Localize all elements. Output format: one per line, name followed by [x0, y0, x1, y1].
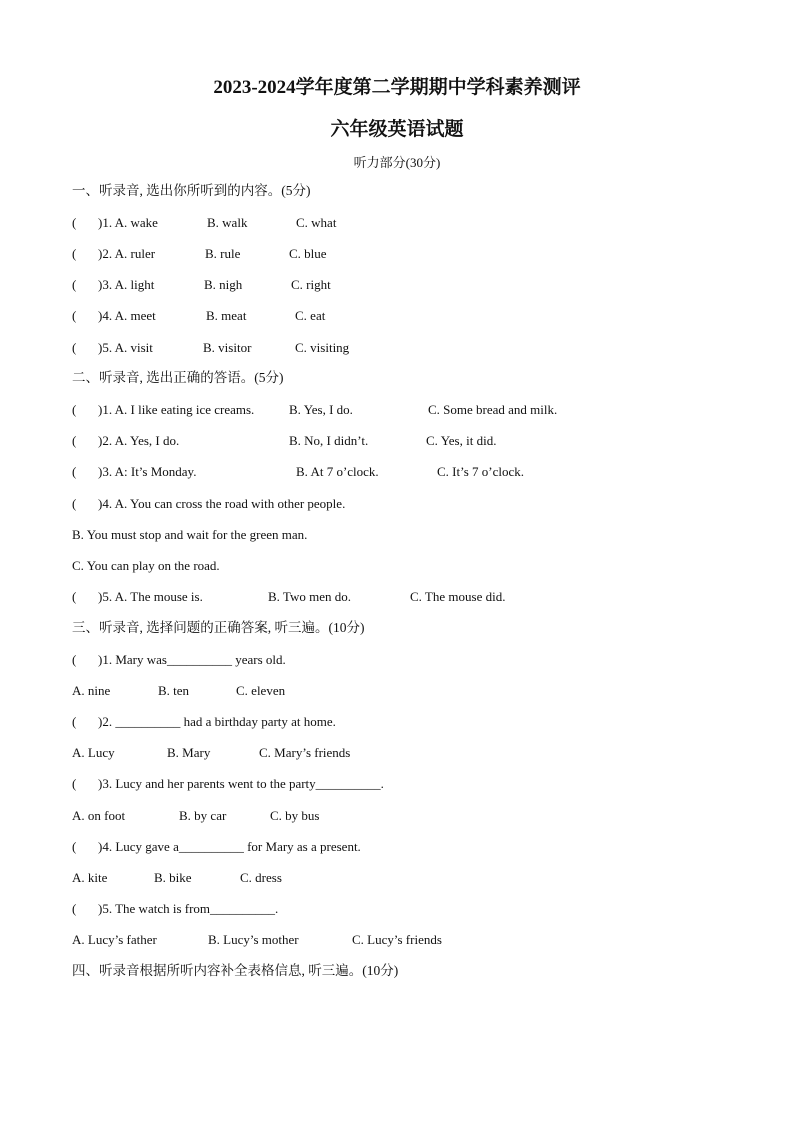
answer-bracket: ( [72, 340, 77, 355]
section-1-heading: 一、听录音, 选出你所听到的内容。(5分) [72, 183, 311, 198]
section-3-heading: 三、听录音, 选择问题的正确答案, 听三遍。(10分) [72, 620, 365, 635]
question-text: )4. Lucy gave a__________ for Mary as a present. [98, 839, 361, 854]
answer-bracket: ( [72, 496, 77, 511]
s2-question-4 [72, 496, 345, 512]
question-text: )2. __________ had a birthday party at home. [98, 714, 336, 729]
option-c: C. by bus [270, 808, 320, 823]
option-a: )2. A. ruler [98, 246, 156, 261]
option-b: B. At 7 o’clock. [296, 464, 379, 479]
answer-bracket: ( [72, 589, 77, 604]
option-a: A. nine [72, 683, 111, 698]
answer-bracket: ( [72, 433, 77, 448]
s2-question-2 [72, 433, 496, 449]
s3-question-2 [72, 714, 336, 730]
option-c: C. visiting [295, 340, 350, 355]
option-b: B. walk [207, 215, 248, 230]
option-a: A. Lucy’s father [72, 932, 157, 947]
option-c: C. right [291, 277, 331, 292]
option-c: C. Mary’s friends [259, 745, 351, 760]
option-c: C. The mouse did. [410, 589, 506, 604]
option-a: A. on foot [72, 808, 126, 823]
option-c: C. dress [240, 870, 282, 885]
s1-question-5 [72, 340, 349, 356]
option-c: C. Yes, it did. [426, 433, 497, 448]
answer-bracket: ( [72, 714, 77, 729]
option-b: B. Two men do. [268, 589, 351, 604]
answer-bracket: ( [72, 839, 77, 854]
option-c: C. It’s 7 o’clock. [437, 464, 525, 479]
answer-bracket: ( [72, 464, 77, 479]
section-2-heading: 二、听录音, 选出正确的答语。(5分) [72, 370, 284, 385]
s3-q4-options [72, 870, 282, 886]
answer-bracket: ( [72, 652, 77, 667]
option-c: C. what [296, 215, 337, 230]
s3-question-4 [72, 839, 361, 855]
option-a: )1. A. wake [98, 215, 158, 230]
option-c: C. Lucy’s friends [352, 932, 442, 947]
exam-title: 2023-2024学年度第二学期期中学科素养测评 [213, 77, 581, 98]
option-a: A. kite [72, 870, 108, 885]
question-text: )5. The watch is from__________. [98, 901, 279, 916]
option-c: C. eleven [236, 683, 286, 698]
answer-bracket: ( [72, 308, 77, 323]
s1-question-3 [72, 277, 331, 293]
s3-question-1 [72, 652, 286, 668]
option-a: )1. A. I like eating ice creams. [98, 402, 255, 417]
option-b: B. ten [158, 683, 190, 698]
question-text: )1. Mary was__________ years old. [98, 652, 286, 667]
option-b: B. Mary [167, 745, 211, 760]
option-b: B. meat [206, 308, 247, 323]
s1-question-4 [72, 308, 325, 324]
s3-question-5 [72, 901, 278, 917]
option-a: )4. A. meet [98, 308, 156, 323]
option-b: B. nigh [204, 277, 243, 292]
option-b: B. visitor [203, 340, 252, 355]
option-a: )5. A. The mouse is. [98, 589, 203, 604]
option-c: C. eat [295, 308, 326, 323]
answer-bracket: ( [72, 901, 77, 916]
s1-question-2 [72, 246, 327, 262]
option-b: B. by car [179, 808, 227, 823]
answer-bracket: ( [72, 215, 77, 230]
s3-q1-options [72, 683, 285, 699]
option-a: )3. A. light [98, 277, 155, 292]
s3-question-3 [72, 776, 384, 792]
s3-q5-options [72, 932, 442, 948]
option-c: C. Some bread and milk. [428, 402, 558, 417]
part-label: 听力部分(30分) [353, 155, 441, 170]
s2-question-3 [72, 464, 524, 480]
exam-subtitle: 六年级英语试题 [330, 119, 464, 140]
option-b: B. Lucy’s mother [208, 932, 299, 947]
option-a: )4. A. You can cross the road with other people. [98, 496, 346, 511]
s2-question-1 [72, 402, 557, 418]
option-a: A. Lucy [72, 745, 115, 760]
question-text: )3. Lucy and her parents went to the party__________. [98, 776, 384, 791]
answer-bracket: ( [72, 776, 77, 791]
option-b: B. Yes, I do. [289, 402, 353, 417]
s3-q2-options [72, 745, 350, 761]
option-a: )3. A: It’s Monday. [98, 464, 197, 479]
s2-q4-option-c: C. You can play on the road. [72, 558, 220, 573]
s3-q3-options [72, 808, 319, 824]
option-b: B. rule [205, 246, 241, 261]
s2-question-5 [72, 589, 505, 605]
s2-q4-option-b: B. You must stop and wait for the green man. [72, 527, 308, 542]
answer-bracket: ( [72, 246, 77, 261]
section-4-heading: 四、听录音根据所听内容补全表格信息, 听三遍。(10分) [72, 963, 399, 978]
option-c: C. blue [289, 246, 327, 261]
option-a: )5. A. visit [98, 340, 153, 355]
option-a: )2. A. Yes, I do. [98, 433, 180, 448]
s1-question-1 [72, 215, 336, 231]
option-b: B. No, I didn’t. [289, 433, 369, 448]
answer-bracket: ( [72, 277, 77, 292]
option-b: B. bike [154, 870, 192, 885]
answer-bracket: ( [72, 402, 77, 417]
